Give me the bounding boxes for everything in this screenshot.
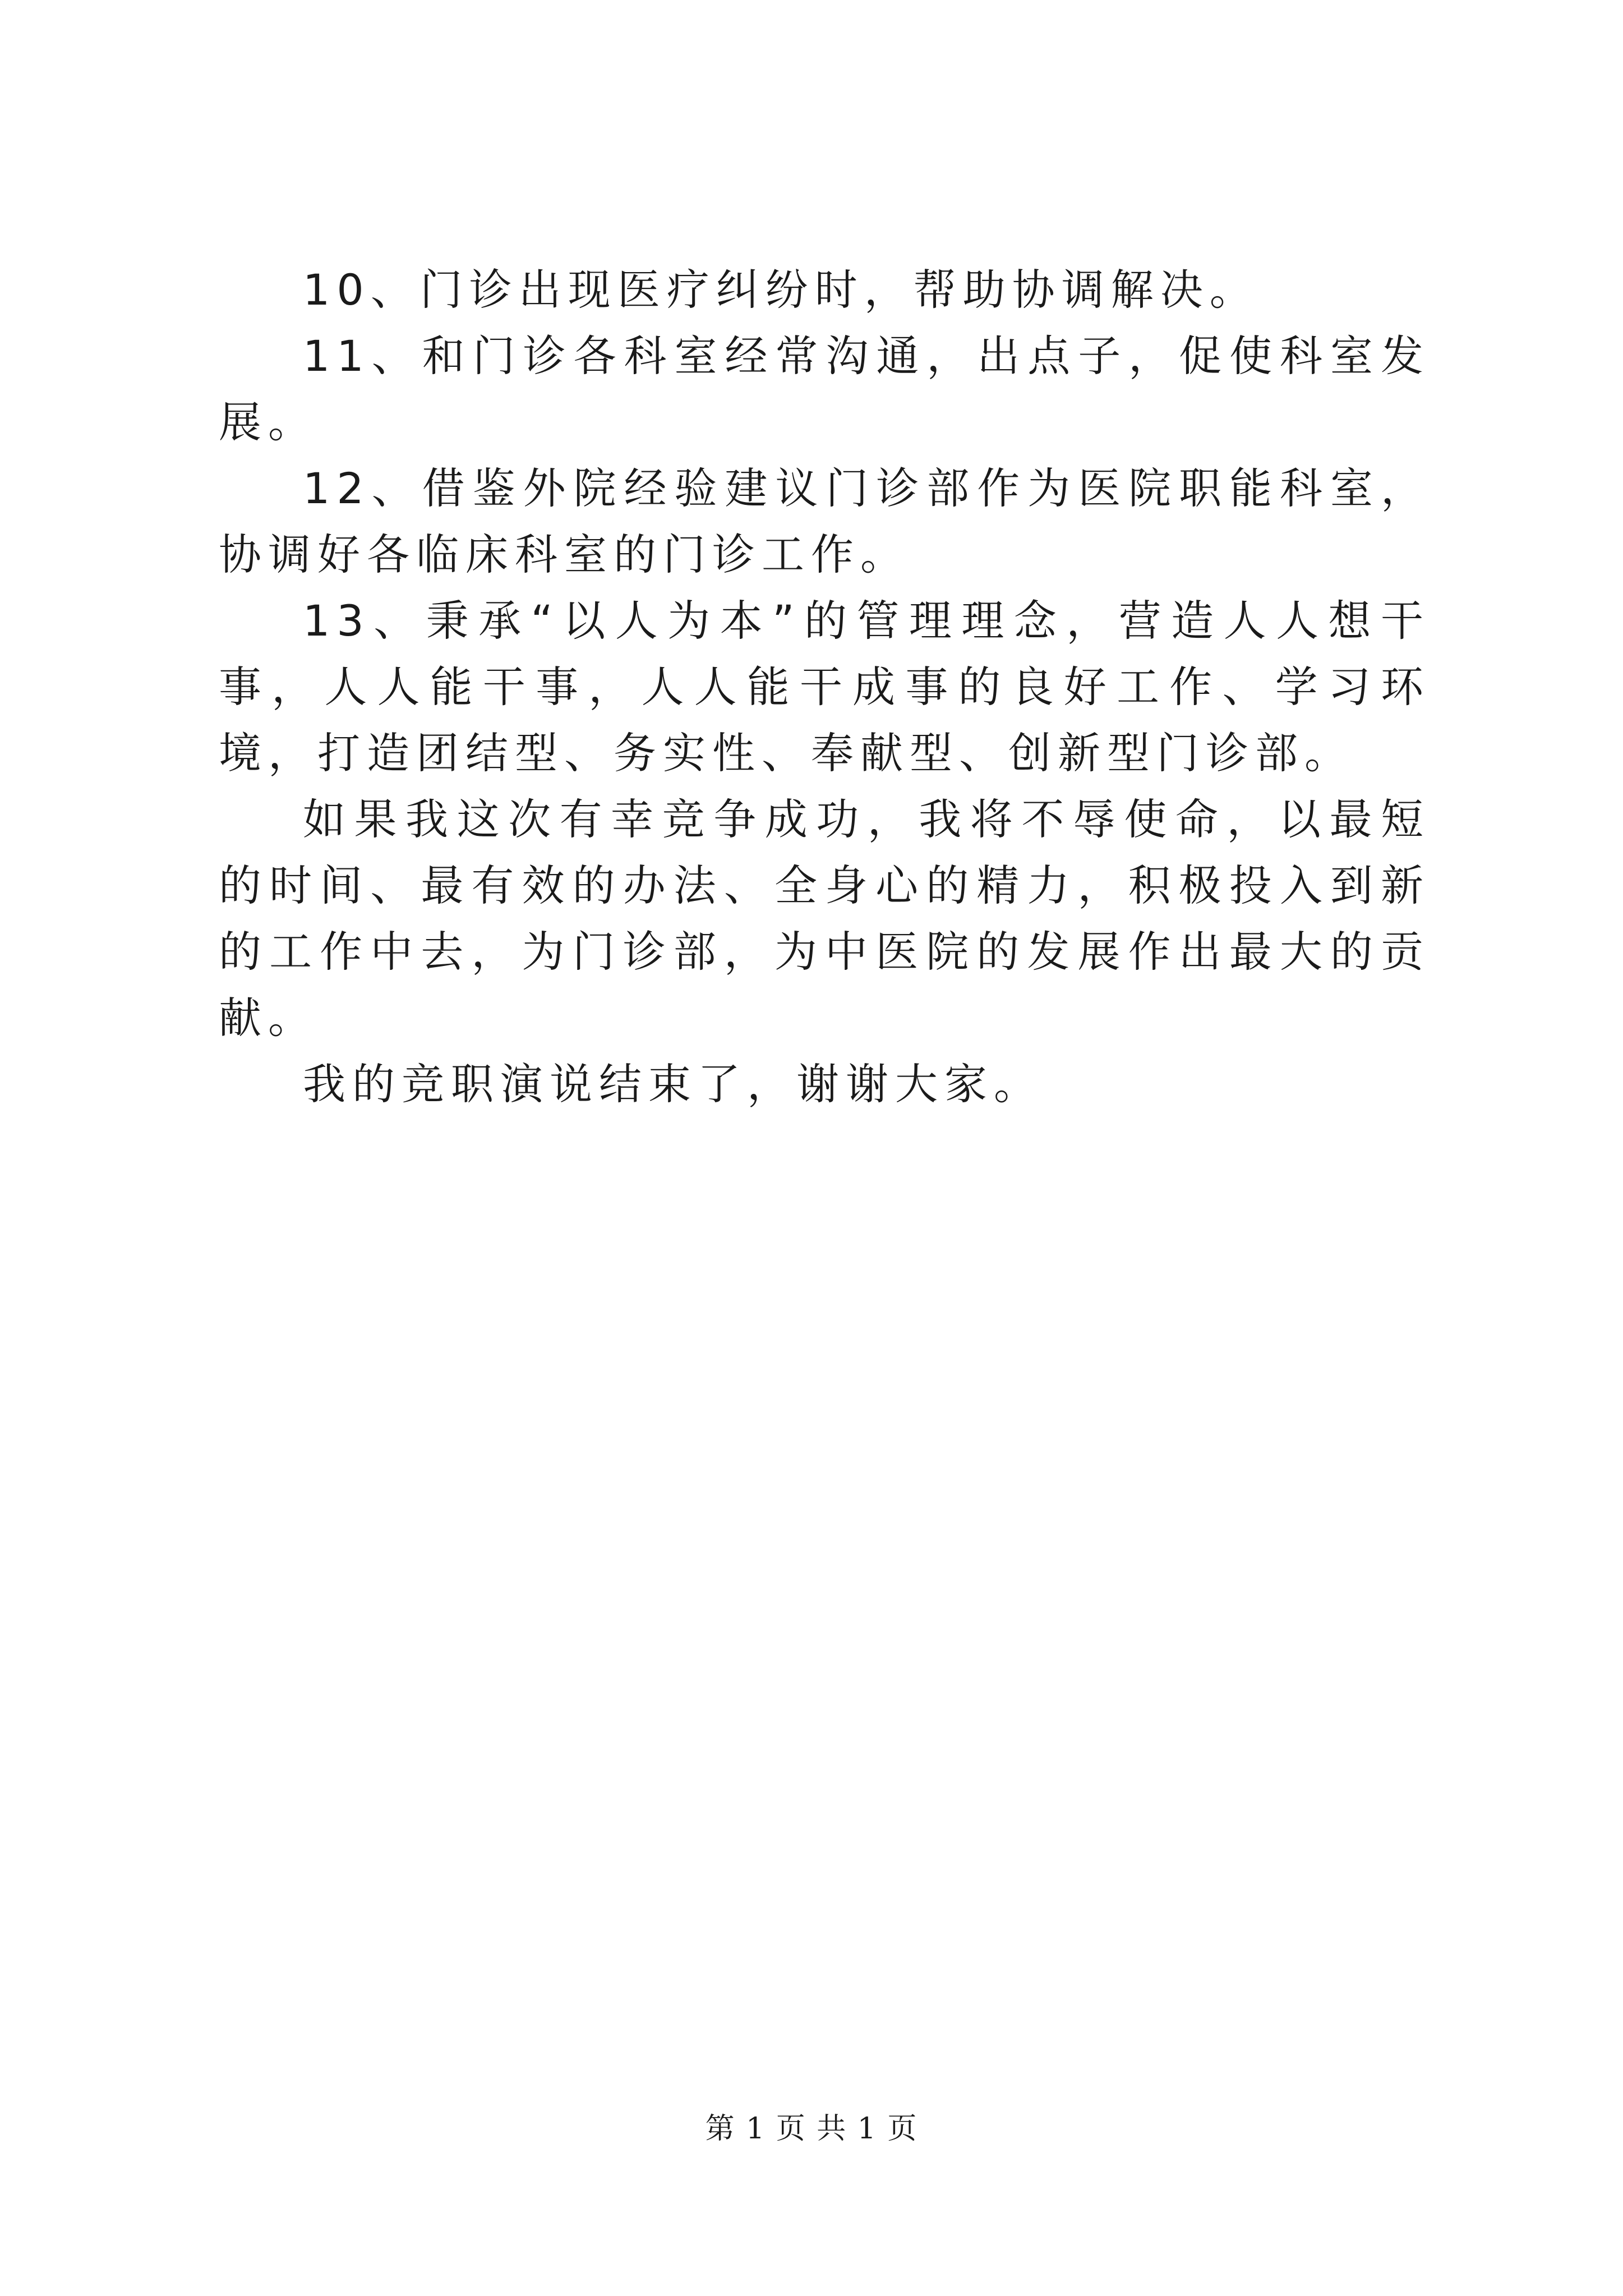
- paragraph-commitment: 如果我这次有幸竞争成功，我将不辱使命，以最短的时间、最有效的办法、全身心的精力，积极投入到新的工作中去，为门诊部，为中医院的发展作出最大的贡献。: [219, 794, 1430, 1043]
- paragraph-item-10: 10、门诊出现医疗纠纷时，帮助协调解决。: [303, 265, 1259, 315]
- paragraph-closing: 我的竞职演说结束了，谢谢大家。: [303, 1059, 1043, 1109]
- paragraph-item-13: 13、秉承“以人为本”的管理理念，营造人人想干事，人人能干事，人人能干成事的良好工作、学习环境，打造团结型、务实性、奉献型、创新型门诊部。: [219, 596, 1430, 778]
- paragraph-item-12: 12、借鉴外院经验建议门诊部作为医院职能科室，协调好各临床科室的门诊工作。: [219, 463, 1430, 579]
- page-footer: 第 1 页 共 1 页: [705, 2112, 918, 2146]
- paragraph-item-11: 11、和门诊各科室经常沟通，出点子，促使科室发展。: [219, 331, 1430, 447]
- document-body: [219, 257, 1430, 1117]
